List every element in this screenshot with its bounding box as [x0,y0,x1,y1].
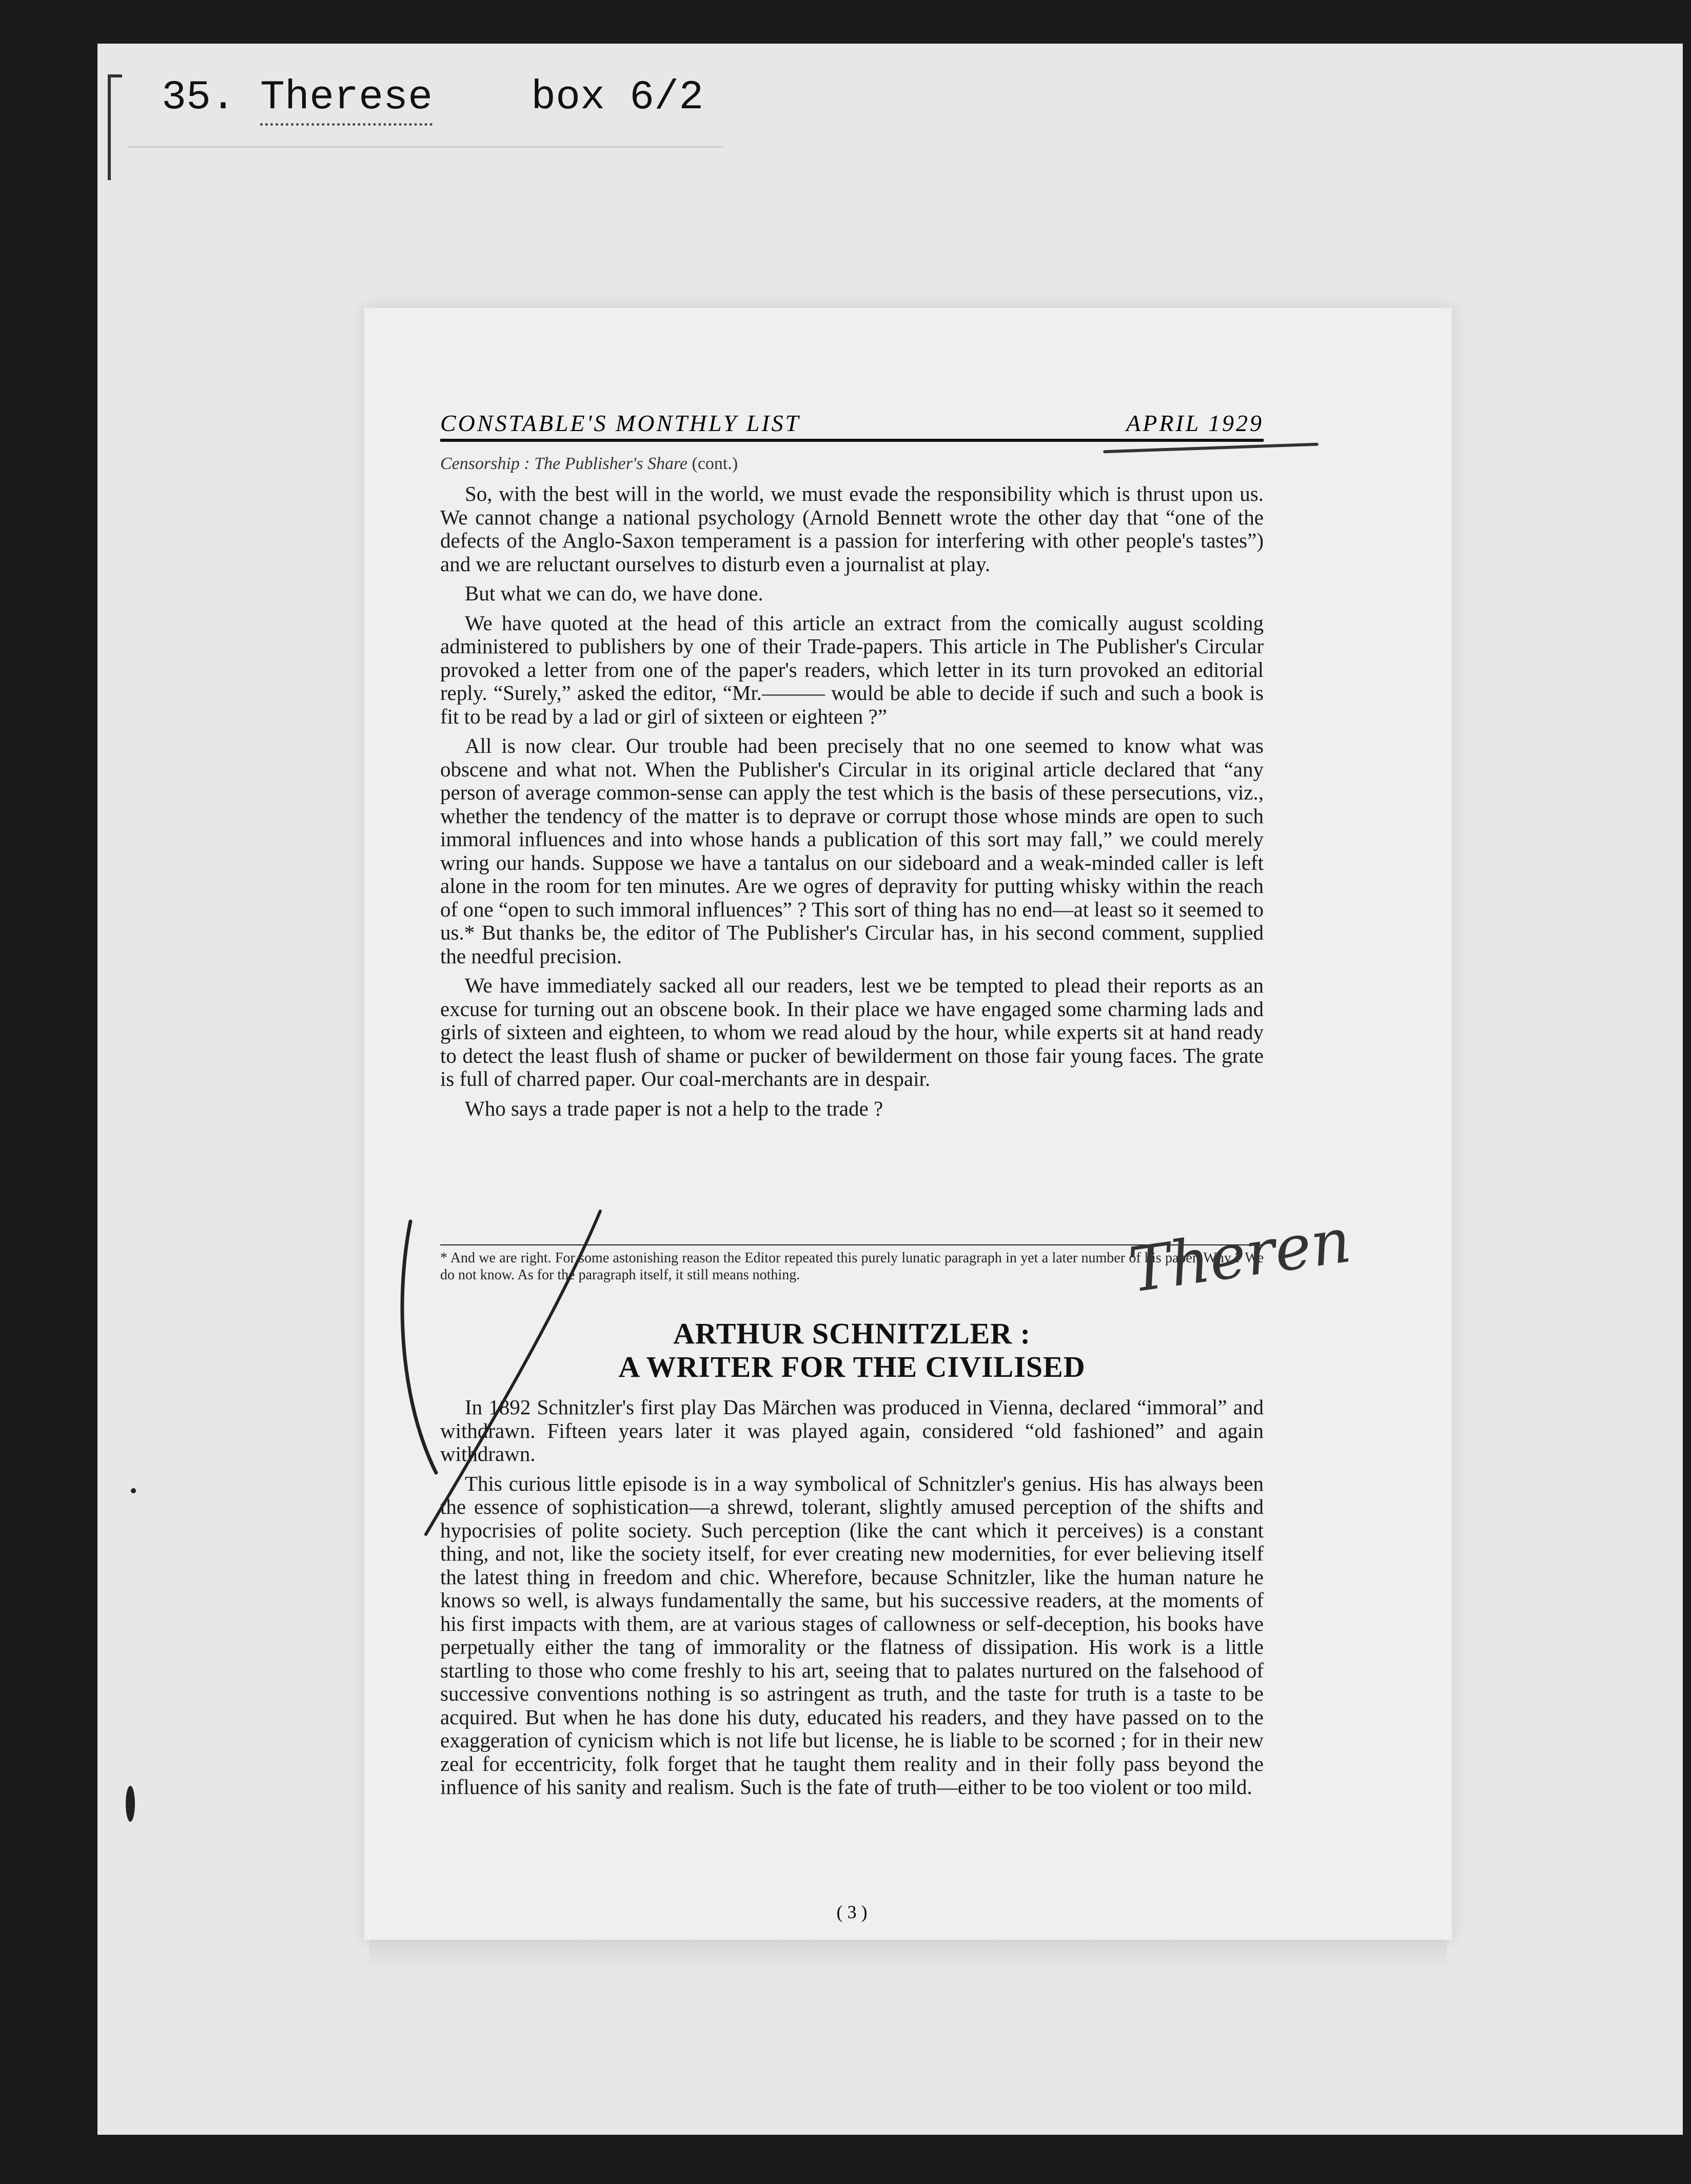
section-cont: (cont.) [692,454,738,473]
paragraph: We have immediately sacked all our readers, lest we be tempted to plead their reports as an excuse for turning out an obscene book. In their place we have engaged some charming lads and girls of sixteen and eighteen, to whom we read aloud by the hour, while experts sit at hand ready to detect the least flush of shame or pucker of bewilderment on those fair young faces. The grate is full of charred paper. Our coal-merchants are in despair. [440,973,1264,1090]
censorship-text [440,482,1264,1126]
section-title: Censorship : The Publisher's Share [440,454,688,473]
publication-name: CONSTABLE'S MONTHLY LIST [440,410,801,436]
section-subhead [440,454,738,474]
pencil-check-mark [390,1206,626,1539]
paragraph: We have quoted at the head of this article an extract from the comically august scolding administered to publishers by one of their Trade-papers. This article in The Publisher's Circular provoked a letter from one of the paper's readers, which letter in its turn provoked an editorial reply. “Surely,” asked the editor, “Mr.——— would be able to decide if such and such a book is fit to be read by a lad or girl of sixteen or eighteen ?” [440,611,1264,728]
pencil-underline [1103,443,1319,454]
archive-mount [97,44,1683,2135]
page-shadow [369,1940,1447,1971]
paragraph: So, with the best will in the world, we must evade the responsibility which is thrust upon us. We cannot change a national psychology (Arnold Bennett wrote the other day that “one of the defects of the Anglo-Saxon temperament is a passion for interfering with other people's tastes”) and we are reluctant ourselves to disturb even a journalist at play. [440,482,1264,576]
film-speck [126,1786,135,1822]
issue-date: APRIL 1929 [1126,410,1264,436]
handwritten-annotation: Theren [1125,1205,1355,1307]
paragraph: All is now clear. Our trouble had been precisely that no one seemed to know what was obscene and what not. When the Publisher's Circular in its original article declared that “any person of average common-sense can apply the test which is the basis of these persecutions, viz., whether the tendency of the matter is to deprave or corrupt those whose minds are open to such immoral influences and into whose hands a publication of this sort may fall,” we could merely wring our hands. Suppose we have a tantalus on our sideboard and a weak-minded caller is left alone in the room for ten minutes. Are we ogres of depravity for putting whisky within the reach of one “open to such immoral influences” ? This sort of thing has no end—at least so it seemed to us.* But thanks be, the editor of The Publisher's Circular has, in his second comment, supplied the needful precision. [440,734,1264,968]
paragraph: This curious little episode is in a way symbolical of Schnitzler's genius. His has always been the essence of sophistication—a shrewd, tolerant, slightly amused perception of the shifts and hypocrisies of polite society. Such perception (like the cant which it perceives) is a constant thing, and not, like the society itself, for ever creating new modernities, for ever believing itself the latest thing in freedom and chic. Wherefore, because Schnitzler, like the human nature he knows so well, is always fundamentally the same, but his successive readers, at the moments of his first impacts with them, are at various stages of callowness or self-deception, his books have perpetually either the tang of immorality or the flatness of dissipation. His work is a little startling to those who come freshly to his art, seeing that to palates nurtured on the falsehood of successive conventions nothing is so astringent as truth, and the taste for truth is a taste to be acquired. But when he has done his duty, educated his readers, and they have passed on to the exaggeration of cynicism which is not life but license, he is liable to be scorned ; for in their new zeal for eccentricity, folk forget that he taught them reality and in their folly pass beyond the influence of his sanity and realism. Such is the fate of truth—either to be too violent or too mild. [440,1471,1264,1799]
document-page [364,308,1452,1940]
label-box: box 6/2 [531,74,704,121]
paragraph: But what we can do, we have done. [465,581,763,605]
article-title-line1: ARTHUR SCHNITZLER : [673,1317,1031,1350]
film-speck [131,1488,136,1493]
label-rule [128,146,723,148]
paragraph: Who says a trade paper is not a help to the trade ? [465,1096,883,1120]
corner-bracket [108,74,122,180]
archive-label [162,74,703,121]
label-number: 35. [162,74,236,121]
running-header [440,405,1264,442]
article-title-line2: A WRITER FOR THE CIVILISED [618,1350,1086,1383]
paragraph: In 1892 Schnitzler's first play Das Märchen was produced in Vienna, declared “immoral” and withdrawn. Fifteen years later it was played again, considered “old fashioned” and again withdrawn. [440,1395,1264,1466]
page-number: ( 3 ) [836,1902,868,1922]
footnote: * And we are right. For some astonishing reason the Editor repeated this purely lunatic paragraph in yet a later number of his paper. Why ? We do not know. As for the paragraph itself, it still means nothing. [440,1250,1264,1283]
label-title: Therese [260,74,432,126]
